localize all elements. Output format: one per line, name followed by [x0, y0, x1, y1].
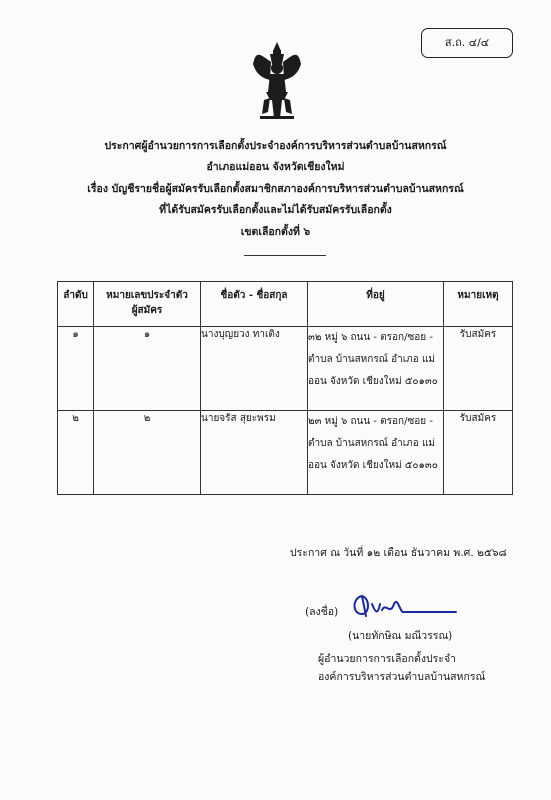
cell-candidate-number: ๒	[94, 411, 201, 495]
heading-subject: เรื่อง บัญชีรายชื่อผู้สมัครรับเลือกตั้งสมาชิกสภาองค์การบริหารส่วนตำบลบ้านสหกรณ์	[87, 183, 464, 195]
cell-candidate-number: ๑	[94, 327, 201, 411]
header-no: ลำดับ	[58, 282, 94, 327]
garuda-emblem-icon	[252, 40, 302, 122]
heading-divider	[244, 255, 326, 256]
heading-constituency: เขตเลือกตั้งที่ ๖	[240, 226, 311, 238]
signature-label: (ลงชื่อ)	[305, 606, 339, 618]
signer-position-line1: ผู้อำนวยการการเลือกตั้งประจำ	[318, 653, 456, 665]
signer-position-line2: องค์การบริหารส่วนตำบลบ้านสหกรณ์	[318, 671, 486, 683]
cell-name: นายจรัส สุยะพรม	[201, 411, 308, 495]
header-candidate-number	[94, 282, 201, 327]
signer-name: (นายทักษิณ มณีวรรณ)	[348, 630, 453, 642]
cell-address: ๒๓ หมู่ ๖ ถนน - ตรอก/ซอย - ตำบล บ้านสหกรณ์ อำเภอ แม่ออน จังหวัด เชียงใหม่ ๕๐๑๓๐	[308, 411, 444, 495]
cell-name: นางบุญยวง ทาเติง	[201, 327, 308, 411]
cell-note: รับสมัคร	[444, 327, 513, 411]
heading-line-2: อำเภอแม่ออน จังหวัดเชียงใหม่	[206, 161, 345, 173]
table-header-row	[58, 282, 513, 327]
header-address: ที่อยู่	[308, 282, 444, 327]
header-candidate-number-line2: ผู้สมัคร	[131, 305, 163, 316]
handwritten-signature	[348, 590, 460, 622]
form-code-box: ส.ถ. ๔/๔	[421, 28, 513, 58]
header-name: ชื่อตัว - ชื่อสกุล	[201, 282, 308, 327]
table-row	[58, 411, 513, 495]
heading-line-1: ประกาศผู้อำนวยการการเลือกตั้งประจำองค์การบริหารส่วนตำบลบ้านสหกรณ์	[104, 140, 447, 152]
candidate-table	[57, 281, 513, 495]
cell-address: ๓๒ หมู่ ๖ ถนน - ตรอก/ซอย - ตำบล บ้านสหกรณ์ อำเภอ แม่ออน จังหวัด เชียงใหม่ ๕๐๑๓๐	[308, 327, 444, 411]
cell-no: ๑	[58, 327, 94, 411]
cell-note: รับสมัคร	[444, 411, 513, 495]
heading-line-4: ที่ได้รับสมัครรับเลือกตั้งและไม่ได้รับสมัครรับเลือกตั้ง	[159, 204, 392, 216]
table-row	[58, 327, 513, 411]
announcement-date: ประกาศ ณ วันที่ ๑๒ เดือน ธันวาคม พ.ศ. ๒๕๖๘	[290, 547, 507, 559]
header-candidate-number-line1: หมายเลขประจำตัว	[106, 290, 188, 301]
header-note: หมายเหตุ	[444, 282, 513, 327]
cell-no: ๒	[58, 411, 94, 495]
